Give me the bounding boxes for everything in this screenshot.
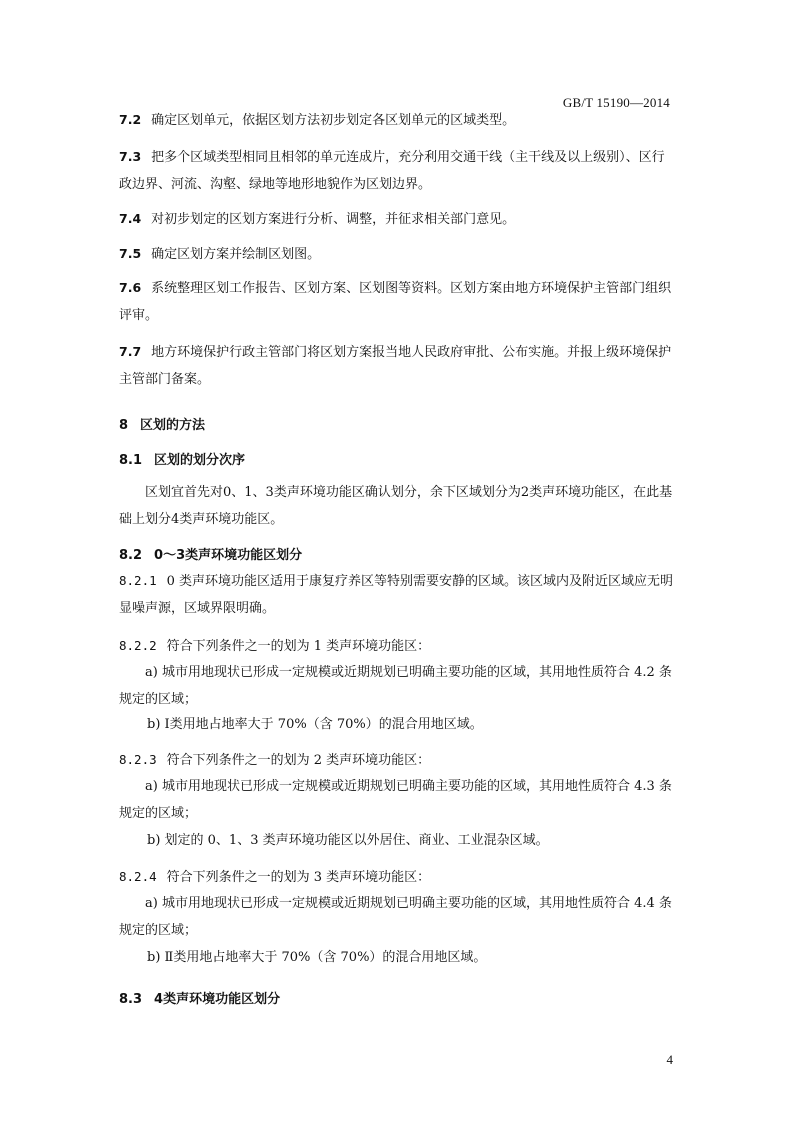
clause-number: 7.4 (119, 211, 142, 226)
clause-8-2-4 (119, 863, 675, 891)
subsection-heading-8-3 (119, 988, 280, 1007)
clause-text: 符合下列条件之一的划为 3 类声环境功能区： (166, 870, 431, 885)
standard-code: GB/T 15190—2014 (562, 95, 670, 110)
clause-text: 地方环境保护行政主管部门将区划方案报当地人民政府审批、公布实施。并报上级环境保护主管部门备案。 (119, 345, 672, 387)
clause-8-2-2 (119, 632, 675, 660)
clause-text: 确定区划单元，依据区划方法初步划定各区划单元的区域类型。 (151, 113, 516, 128)
clause-text: 符合下列条件之一的划为 2 类声环境功能区： (166, 753, 431, 768)
clause-7-3 (119, 143, 675, 198)
list-item-8-2-4-a: a) 城市用地现状已形成一定规模或近期规划已明确主要功能的区域，其用地性质符合 4.4 条规定的区域； (119, 896, 672, 938)
clause-text: 确定区划方案并绘制区划图。 (151, 247, 321, 262)
clause-number: 8.2.3 (119, 752, 157, 767)
clause-number: 7.6 (119, 280, 142, 295)
clause-number: 7.3 (119, 149, 142, 164)
clause-number: 8.2.4 (119, 869, 157, 884)
list-item-8-2-2-a: a) 城市用地现状已形成一定规模或近期规划已明确主要功能的区域，其用地性质符合 4.2 条规定的区域； (119, 665, 672, 707)
clause-text: 把多个区域类型相同且相邻的单元连成片，充分利用交通干线（主干线及以上级别）、区行政边界、河流、沟壑、绿地等地形地貌作为区划边界。 (119, 150, 665, 192)
clause-7-7 (119, 338, 675, 393)
list-item-8-2-2-b: b) Ⅰ类用地占地率大于 70%（含 70%）的混合用地区域。 (147, 717, 483, 732)
clause-number: 7.2 (119, 112, 142, 127)
page-number: 4 (666, 1052, 673, 1067)
clause-number: 7.7 (119, 344, 142, 359)
section-heading-8 (119, 414, 205, 433)
clause-number: 7.5 (119, 246, 142, 261)
clause-text: 系统整理区划工作报告、区划方案、区划图等资料。区划方案由地方环境保护主管部门组织评审。 (119, 281, 672, 323)
clause-number: 8.2.2 (119, 638, 157, 653)
section-title: 区划的方法 (140, 418, 206, 433)
clause-text: 对初步划定的区划方案进行分析、调整，并征求相关部门意见。 (151, 212, 516, 227)
subsection-title: 4类声环境功能区划分 (154, 992, 281, 1007)
subsection-number: 8.3 (119, 992, 143, 1007)
clause-number: 8.2.1 (119, 573, 157, 588)
list-item-8-2-3-b: b) 划定的 0、1、3 类声环境功能区以外居住、商业、工业混杂区域。 (147, 833, 549, 848)
clause-7-2 (119, 106, 675, 134)
clause-8-2-1 (119, 567, 675, 622)
clause-7-5 (119, 240, 675, 268)
subsection-title: 0～3类声环境功能区划分 (154, 548, 303, 563)
subsection-heading-8-1 (119, 449, 245, 468)
clause-7-6 (119, 274, 675, 329)
clause-text: 符合下列条件之一的划为 1 类声环境功能区： (166, 639, 431, 654)
subsection-number: 8.1 (119, 453, 143, 468)
subsection-number: 8.2 (119, 548, 143, 563)
clause-8-2-3 (119, 746, 675, 774)
section-number: 8 (119, 418, 129, 433)
subsection-title: 区划的划分次序 (154, 453, 246, 468)
list-item-8-2-4-b: b) Ⅱ类用地占地率大于 70%（含 70%）的混合用地区域。 (147, 950, 487, 965)
clause-text: 0 类声环境功能区适用于康复疗养区等特别需要安静的区域。该区域内及附近区域应无明显噪声源，区域界限明确。 (119, 574, 674, 616)
list-item-8-2-3-a: a) 城市用地现状已形成一定规模或近期规划已明确主要功能的区域，其用地性质符合 4.3 条规定的区域； (119, 779, 672, 821)
subsection-heading-8-2 (119, 544, 302, 563)
paragraph-8-1: 区划宜首先对0、1、3类声环境功能区确认划分，余下区域划分为2类声环境功能区，在此基础上划分4类声环境功能区。 (119, 485, 673, 527)
clause-7-4 (119, 205, 675, 233)
